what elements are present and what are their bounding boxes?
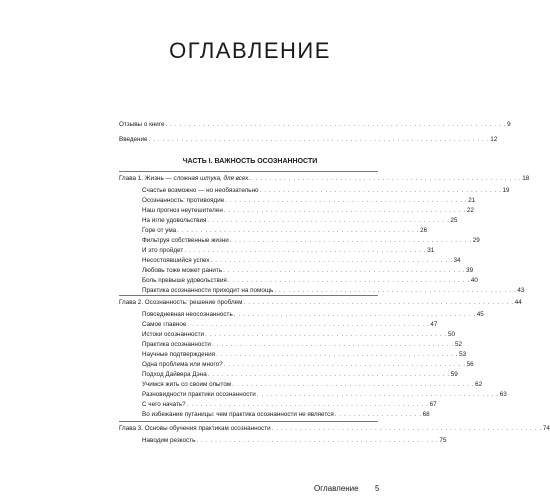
dot-leader: . . . . . . . . . . . . . . . . . . . . . . . . . . . . . . . . . . . . . . . . . . . . . . . . . . . . xyxy=(227,277,470,284)
dot-leader: . . . . . . . . . . . . . . . . . . . . . . . . . . . . . . . . . . . . . . . . . . . . . . . . . . . . xyxy=(229,237,472,244)
toc-section[interactable]: Практика осознанности приходит на помощь . . . . . . . . . . . . . . . . . . . . . . . . . . . . . . . . . . . . . . . . . . . . . . . . . . . . 43 xyxy=(142,285,378,297)
dot-leader: . . . . . . . . . . . . . . . . . . . . . . . . . . . . . . . . . . . . . . . . . . . . . . . . . . . . . . . . . . . . . . . . . . . . . . . . . xyxy=(165,121,507,128)
toc-section[interactable]: Наводим резкость . . . . . . . . . . . . . . . . . . . . . . . . . . . . . . . . . . . . . . . . . . . . . . . . . . . . 75 xyxy=(142,435,378,447)
dot-leader: . . . . . . . . . . . . . . . . . . . xyxy=(334,411,422,418)
dot-leader: . . . . . . . . . . . . . . . . . . . . . . . . . . . . . . . . . . . . . . . . . . . . . . . . . . . . xyxy=(177,227,420,234)
chapter-rule xyxy=(119,171,378,172)
dot-leader: . . . . . . . . . . . . . . . . . . . . . . . . . . . . . . . . . . . . . . . . . . . . . . . . . . . . xyxy=(256,391,499,398)
dot-leader: . . . . . . . . . . . . . . . . . . . . . . . . . . . . . . . . . . . . . . . . . . . . . . . . . . . . xyxy=(274,287,517,294)
toc-section[interactable]: Во избежание путаницы: чем практика осознанности не является . . . . . . . . . . . . . . . . . . . 68 xyxy=(142,409,378,421)
dot-leader: . . . . . . . . . . . . . . . . . . . . . . . . . . . . . . . . . . . . . . . . . . . . . . . . . . . . xyxy=(232,381,475,388)
toc-entry-label: Введение xyxy=(119,136,148,143)
chapter-rule xyxy=(119,295,378,296)
toc-section[interactable]: Учимся жить со своим опытом . . . . . . . . . . . . . . . . . . . . . . . . . . . . . . . . . . . . . . . . . . . . . . . . . . . . 62 xyxy=(142,379,378,391)
toc-entry-page: 12 xyxy=(490,136,498,143)
toc-chapter-3[interactable] xyxy=(119,423,550,435)
toc-chapter-page: 74 xyxy=(542,425,550,432)
toc-section[interactable]: Повседневная неосознанность . . . . . . . . . . . . . . . . . . . . . . . . . . . . . . . . . . . . . . . . . . . . . . . . . . . . 45 xyxy=(142,309,378,321)
dot-leader: . . . . . . . . . . . . . . . . . . . . . . . . . . . . . . . . . . . . . . . . . . . . . . . . . . . . xyxy=(223,361,466,368)
toc-chapter-1[interactable] xyxy=(119,173,530,185)
dot-leader: . . . . . . . . . . . . . . . . . . . . . . . . . . . . . . . . . . . . . . . . . . . . . . . . . . . . . . . . . . xyxy=(271,425,542,432)
toc-entry-page: 9 xyxy=(507,121,511,128)
dot-leader: . . . . . . . . . . . . . . . . . . . . . . . . . . . . . . . . . . . . . . . . . . . . . . . . . . . . xyxy=(259,187,502,194)
toc-section[interactable]: С чего начать? . . . . . . . . . . . . . . . . . . . . . . . . . . . . . . . . . . . . . . . . . . . . . . . . . . . . 67 xyxy=(142,399,378,411)
toc-section[interactable]: Несостоявшийся успех . . . . . . . . . . . . . . . . . . . . . . . . . . . . . . . . . . . . . . . . . . . . . . . . . . . . 34 xyxy=(142,255,378,267)
toc-entry-reviews[interactable] xyxy=(119,119,511,131)
toc-section[interactable]: Научные подтверждения . . . . . . . . . . . . . . . . . . . . . . . . . . . . . . . . . . . . . . . . . . . . . . . . . . . . 53 xyxy=(142,349,378,361)
chapter-rule xyxy=(119,421,378,422)
toc-chapter-2[interactable] xyxy=(119,297,522,309)
dot-leader: . . . . . . . . . . . . . . . . . . . . . . . . . . . . . . . . . . . . . . . . . . . . . . . . . . . . xyxy=(233,311,476,318)
toc-section[interactable]: Подход Дайвера Дэна . . . . . . . . . . . . . . . . . . . . . . . . . . . . . . . . . . . . . . . . . . . . . . . . . . . . 59 xyxy=(142,369,378,381)
toc-section[interactable]: Осознанность: противоядие . . . . . . . . . . . . . . . . . . . . . . . . . . . . . . . . . . . . . . . . . . . . . . . . . . . . 21 xyxy=(142,195,378,207)
dot-leader: . . . . . . . . . . . . . . . . . . . . . . . . . . . . . . . . . . . . . . . . . . . . . . . . . . . . xyxy=(225,197,468,204)
toc-section[interactable]: Разновидности практики осознанности . . . . . . . . . . . . . . . . . . . . . . . . . . . . . . . . . . . . . . . . . . . . . . . . . . . . 63 xyxy=(142,389,378,401)
dot-leader: . . . . . . . . . . . . . . . . . . . . . . . . . . . . . . . . . . . . . . . . . . . . . . . . . . . . xyxy=(184,247,427,254)
toc-section[interactable]: Фильтруя собственные жизни . . . . . . . . . . . . . . . . . . . . . . . . . . . . . . . . . . . . . . . . . . . . . . . . . . . . 29 xyxy=(142,235,378,247)
dot-leader: . . . . . . . . . . . . . . . . . . . . . . . . . . . . . . . . . . . . . . . . . . . . . . . . . . . . xyxy=(216,351,459,358)
dot-leader: . . . . . . . . . . . . . . . . . . . . . . . . . . . . . . . . . . . . . . . . . . . . . . . . . . . . xyxy=(207,217,450,224)
toc-section[interactable]: Наш прогноз неутешителен . . . . . . . . . . . . . . . . . . . . . . . . . . . . . . . . . . . . . . . . . . . . . . . . . . . . 22 xyxy=(142,205,378,217)
toc-section[interactable]: Одна проблема или много? . . . . . . . . . . . . . . . . . . . . . . . . . . . . . . . . . . . . . . . . . . . . . . . . . . . . 56 xyxy=(142,359,378,371)
dot-leader: . . . . . . . . . . . . . . . . . . . . . . . . . . . . . . . . . . . . . . . . . . . . . . . . . . . . . . . . . . xyxy=(243,299,514,306)
toc-chapter-page: 44 xyxy=(514,299,522,306)
dot-leader: . . . . . . . . . . . . . . . . . . . . . . . . . . . . . . . . . . . . . . . . . . . . . . . . . . . . xyxy=(211,341,454,348)
dot-leader: . . . . . . . . . . . . . . . . . . . . . . . . . . . . . . . . . . . . . . . . . . . . . . . . . . . . xyxy=(223,207,466,214)
dot-leader: . . . . . . . . . . . . . . . . . . . . . . . . . . . . . . . . . . . . . . . . . . . . . . . . . . . . . . . . . . . . . . . . . . . . . . . . . xyxy=(148,136,490,143)
dot-leader: . . . . . . . . . . . . . . . . . . . . . . . . . . . . . . . . . . . . . . . . . . . . . . . . . . . . xyxy=(187,321,430,328)
dot-leader: . . . . . . . . . . . . . . . . . . . . . . . . . . . . . . . . . . . . . . . . . . . . . . . . . . . . xyxy=(186,401,429,408)
toc-chapter-page: 18 xyxy=(522,175,530,182)
toc-chapter-label: Глава 3. Основы обучения практикам осознанности xyxy=(119,425,271,432)
toc-section[interactable]: Самое главное . . . . . . . . . . . . . . . . . . . . . . . . . . . . . . . . . . . . . . . . . . . . . . . . . . . . 47 xyxy=(142,319,378,331)
running-footer-label: Оглавление xyxy=(314,484,359,493)
page-title: ОГЛАВЛЕНИЕ xyxy=(169,38,331,63)
dot-leader: . . . . . . . . . . . . . . . . . . . . . . . . . . . . . . . . . . . . . . . . . . . . . . . . . . . . xyxy=(223,267,466,274)
page-number: 5 xyxy=(375,484,380,493)
toc-section[interactable]: И это пройдет . . . . . . . . . . . . . . . . . . . . . . . . . . . . . . . . . . . . . . . . . . . . . . . . . . . . 31 xyxy=(142,245,378,257)
toc-section[interactable]: Боль превыше удовольствия . . . . . . . . . . . . . . . . . . . . . . . . . . . . . . . . . . . . . . . . . . . . . . . . . . . . 40 xyxy=(142,275,378,287)
dot-leader: . . . . . . . . . . . . . . . . . . . . . . . . . . . . . . . . . . . . . . . . . . . . . . . . . . . . . . . . . . xyxy=(251,175,522,182)
toc-section[interactable]: Счастье возможно — но необязательно . . . . . . . . . . . . . . . . . . . . . . . . . . . . . . . . . . . . . . . . . . . . . . . . . . . . 19 xyxy=(142,185,378,197)
toc-section[interactable]: Практика осознанности . . . . . . . . . . . . . . . . . . . . . . . . . . . . . . . . . . . . . . . . . . . . . . . . . . . . 52 xyxy=(142,339,378,351)
part-title: ЧАСТЬ I. ВАЖНОСТЬ ОСОЗНАННОСТИ xyxy=(182,158,318,165)
dot-leader: . . . . . . . . . . . . . . . . . . . . . . . . . . . . . . . . . . . . . . . . . . . . . . . . . . . . xyxy=(205,331,448,338)
dot-leader: . . . . . . . . . . . . . . . . . . . . . . . . . . . . . . . . . . . . . . . . . . . . . . . . . . . . xyxy=(210,257,453,264)
toc-chapter-label: Глава 2. Осознанность: решение проблем xyxy=(119,299,243,306)
toc-section[interactable]: Любовь тоже может ранить . . . . . . . . . . . . . . . . . . . . . . . . . . . . . . . . . . . . . . . . . . . . . . . . . . . . 39 xyxy=(142,265,378,277)
toc-section[interactable]: На игле удовольствия . . . . . . . . . . . . . . . . . . . . . . . . . . . . . . . . . . . . . . . . . . . . . . . . . . . . 25 xyxy=(142,215,378,227)
toc-entry-intro[interactable] xyxy=(119,134,498,146)
toc-entry-label: Отзывы о книге xyxy=(119,121,165,128)
dot-leader: . . . . . . . . . . . . . . . . . . . . . . . . . . . . . . . . . . . . . . . . . . . . . . . . . . . . xyxy=(207,371,450,378)
toc-section[interactable]: Истоки осознанности . . . . . . . . . . . . . . . . . . . . . . . . . . . . . . . . . . . . . . . . . . . . . . . . . . . . 50 xyxy=(142,329,378,341)
toc-section[interactable]: Горе от ума . . . . . . . . . . . . . . . . . . . . . . . . . . . . . . . . . . . . . . . . . . . . . . . . . . . . 26 xyxy=(142,225,378,237)
toc-chapter-label: Глава 1. Жизнь — сложная штука, для всех. xyxy=(119,175,251,182)
dot-leader: . . . . . . . . . . . . . . . . . . . . . . . . . . . . . . . . . . . . . . . . . . . . . . . . . . . . xyxy=(196,437,439,444)
